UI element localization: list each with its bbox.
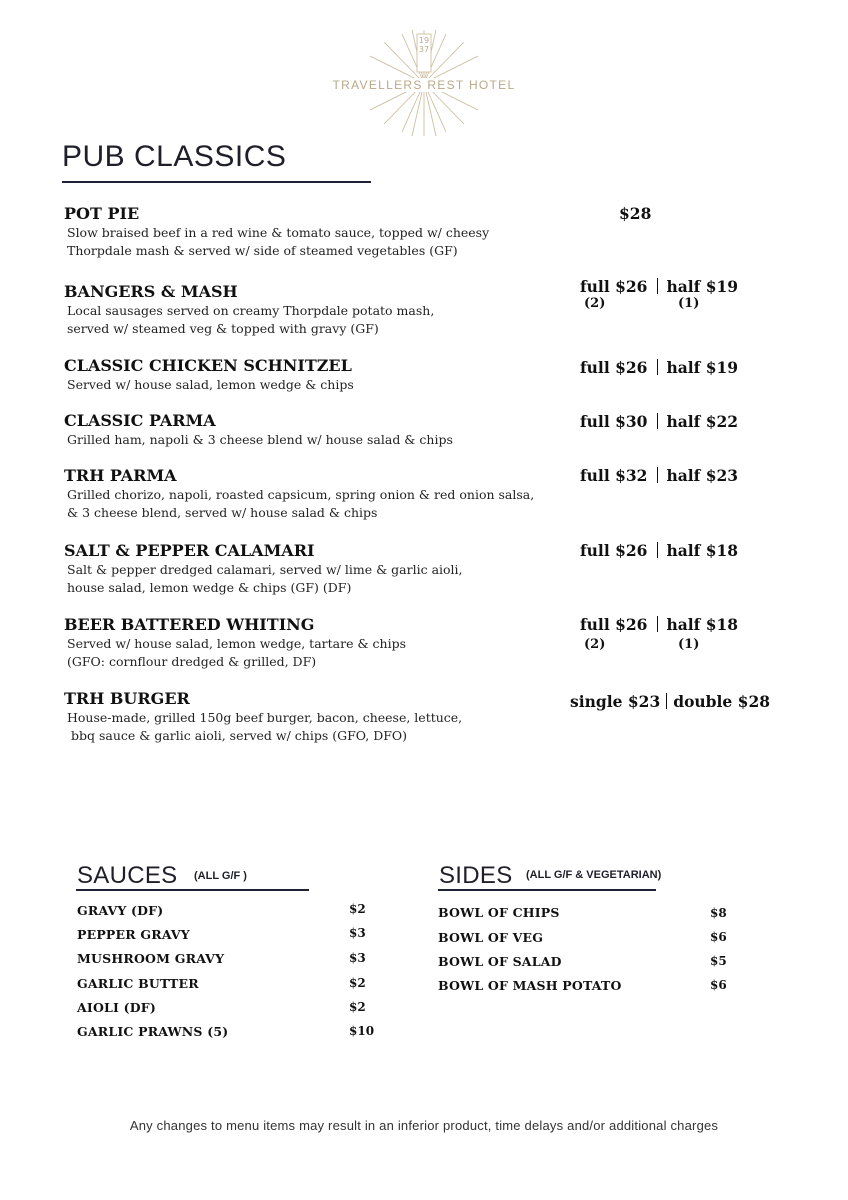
item-desc-line: Served w/ house salad, lemon wedge, tartare & chips: [67, 636, 407, 651]
side-name: BOWL OF MASH POTATO: [438, 978, 622, 993]
item-desc-line: Served w/ house salad, lemon wedge & chips: [67, 377, 354, 392]
logo-name: TRAVELLERS REST HOTEL: [318, 78, 530, 92]
sides-divider: [438, 889, 656, 891]
half-pieces: (1): [678, 296, 700, 311]
menu-item: [64, 541, 544, 597]
item-name: BANGERS & MASH: [64, 282, 238, 301]
item-desc-line: Slow braised beef in a red wine & tomato sauce, topped w/ cheesy: [67, 225, 490, 240]
sides-note: (ALL G/F & VEGETARIAN): [526, 869, 662, 881]
item-name: TRH PARMA: [64, 466, 177, 485]
sauce-price: $2: [349, 902, 366, 916]
item-name: SALT & PEPPER CALAMARI: [64, 541, 315, 560]
double-price: double $28: [673, 692, 771, 711]
item-desc-line: house salad, lemon wedge & chips (GF) (DF): [67, 580, 352, 595]
half-price: half $19: [666, 358, 739, 377]
sauce-price: $3: [349, 951, 366, 965]
side-name: BOWL OF CHIPS: [438, 905, 560, 920]
title-divider: [62, 181, 371, 183]
half-price: half $19: [666, 277, 739, 296]
sauce-price: $10: [349, 1024, 375, 1038]
half-price: half $23: [666, 466, 739, 485]
item-desc-line: Thorpdale mash & served w/ side of steamed vegetables (GF): [67, 243, 458, 258]
item-price: [580, 412, 738, 432]
side-price: $8: [710, 906, 727, 920]
side-price: $6: [710, 978, 727, 992]
page-title: PUB CLASSICS: [62, 140, 287, 173]
full-price: full $32: [580, 466, 648, 485]
full-pieces: (2): [584, 296, 606, 311]
side-price: $6: [710, 930, 727, 944]
item-desc-line: Salt & pepper dredged calamari, served w/ lime & garlic aioli,: [67, 562, 463, 577]
item-desc-line: bbq sauce & garlic aioli, served w/ chips (GFO, DFO): [67, 728, 408, 743]
price-separator: [657, 278, 658, 294]
sauce-name: PEPPER GRAVY: [77, 927, 190, 942]
sauce-name: AIOLI (DF): [77, 1000, 156, 1015]
price-separator: [657, 467, 658, 483]
item-price: [570, 692, 770, 712]
price-separator: [657, 616, 658, 632]
item-desc-line: served w/ steamed veg & topped with gravy (GF): [67, 321, 379, 336]
sauce-name: GRAVY (DF): [77, 903, 164, 918]
item-name: CLASSIC PARMA: [64, 411, 216, 430]
side-name: BOWL OF VEG: [438, 930, 544, 945]
item-price: [580, 615, 738, 635]
item-desc-line: (GFO: cornflour dredged & grilled, DF): [67, 654, 317, 669]
sides-title: SIDES: [439, 862, 513, 889]
price-separator: [657, 359, 658, 375]
item-desc-line: Grilled ham, napoli & 3 cheese blend w/ house salad & chips: [67, 432, 453, 447]
item-price: [580, 277, 738, 297]
half-price: half $18: [666, 541, 739, 560]
full-price: full $26: [580, 615, 648, 634]
sauce-price: $2: [349, 976, 366, 990]
half-price: half $18: [666, 615, 739, 634]
item-desc-line: Local sausages served on creamy Thorpdale potato mash,: [67, 303, 435, 318]
menu-item: [64, 356, 544, 394]
single-price: single $23: [570, 692, 661, 711]
sauces-title: SAUCES: [77, 862, 178, 889]
menu-item: [64, 689, 544, 745]
item-price: [580, 466, 738, 486]
item-desc-line: Grilled chorizo, napoli, roasted capsicum, spring onion & red onion salsa,: [67, 487, 535, 502]
full-price: full $26: [580, 541, 648, 560]
side-price: $5: [710, 954, 727, 968]
price-separator: [666, 693, 667, 709]
menu-item: [64, 466, 564, 522]
full-pieces: (2): [584, 637, 606, 652]
logo-year: 1937: [418, 36, 430, 54]
menu-item: [64, 282, 544, 338]
full-price: full $26: [580, 277, 648, 296]
menu-item: [64, 615, 544, 671]
half-pieces: (1): [678, 637, 700, 652]
price-separator: [657, 542, 658, 558]
side-name: BOWL OF SALAD: [438, 954, 562, 969]
item-price: $28: [619, 204, 652, 223]
item-price: [580, 541, 738, 561]
item-name: POT PIE: [64, 204, 140, 223]
item-name: CLASSIC CHICKEN SCHNITZEL: [64, 356, 352, 375]
sauce-price: $2: [349, 1000, 366, 1014]
sauce-name: GARLIC BUTTER: [77, 976, 199, 991]
hotel-logo: [318, 28, 530, 138]
item-price: [580, 358, 738, 378]
footer-note: Any changes to menu items may result in an inferior product, time delays and/or additional charges: [129, 1118, 719, 1133]
sauces-note: (ALL G/F ): [194, 870, 247, 882]
menu-item: [64, 204, 544, 260]
full-price: full $26: [580, 358, 648, 377]
item-desc-line: & 3 cheese blend, served w/ house salad & chips: [67, 505, 378, 520]
price-separator: [657, 413, 658, 429]
sauces-divider: [76, 889, 309, 891]
item-name: TRH BURGER: [64, 689, 190, 708]
half-price: half $22: [666, 412, 739, 431]
sauce-price: $3: [349, 926, 366, 940]
sauce-name: MUSHROOM GRAVY: [77, 951, 225, 966]
full-price: full $30: [580, 412, 648, 431]
menu-item: [64, 411, 544, 449]
item-desc-line: House-made, grilled 150g beef burger, bacon, cheese, lettuce,: [67, 710, 463, 725]
item-name: BEER BATTERED WHITING: [64, 615, 315, 634]
sauce-name: GARLIC PRAWNS (5): [77, 1024, 229, 1039]
